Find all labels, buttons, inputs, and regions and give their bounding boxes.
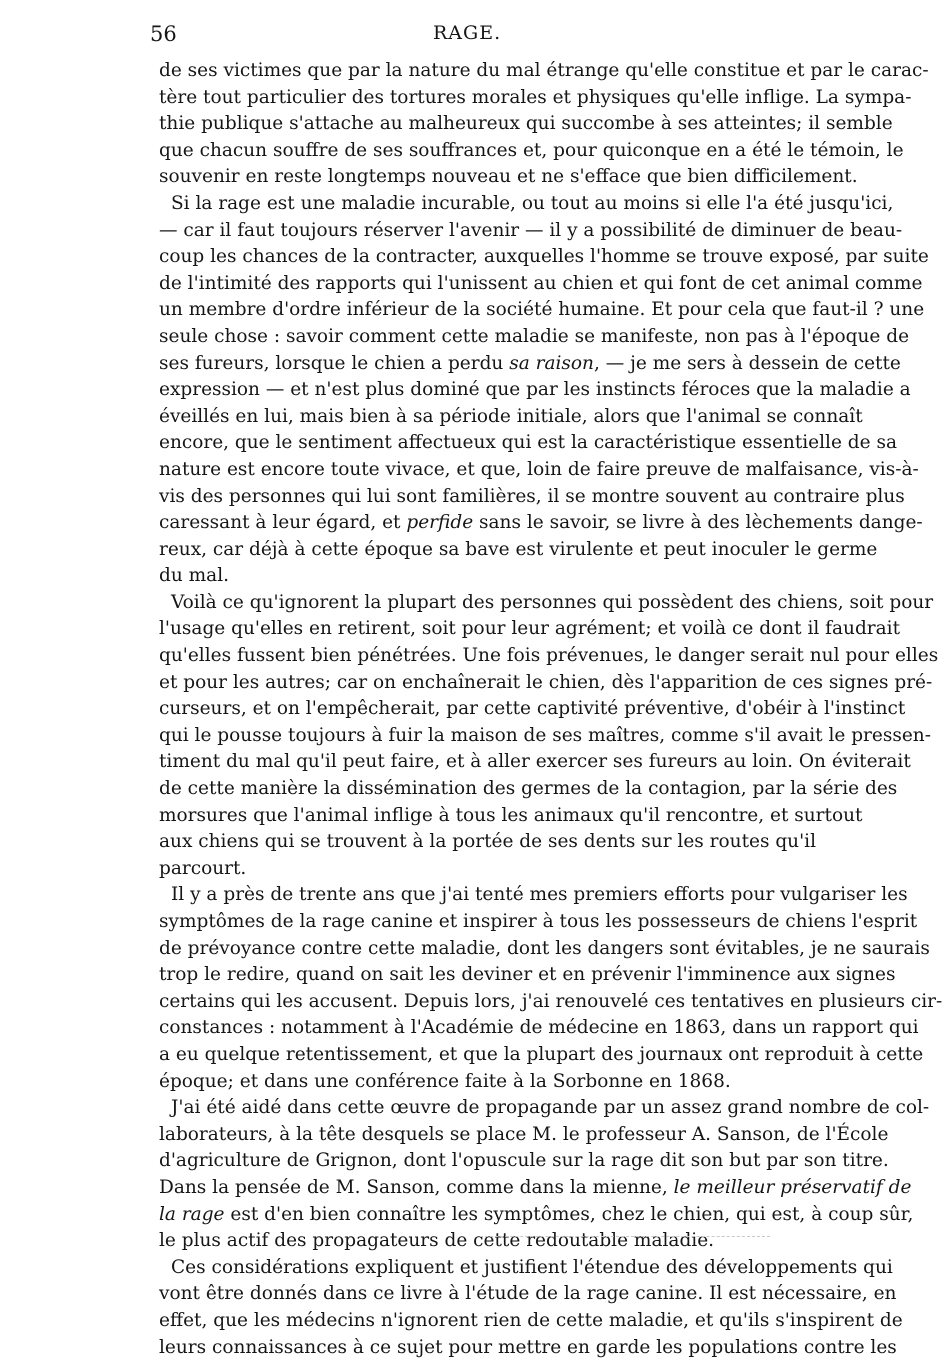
text-line: de l'intimité des rapports qui l'unissent au chien et qui font de cet animal comme [159, 271, 771, 298]
page-header [150, 22, 770, 52]
text-line: symptômes de la rage canine et inspirer à tous les possesseurs de chiens l'esprit [159, 909, 771, 936]
text-line: un membre d'ordre inférieur de la société humaine. Et pour cela que faut-il ? une [159, 297, 771, 324]
text-line: morsures que l'animal inflige à tous les animaux qu'il rencontre, et surtout [159, 803, 771, 830]
text-line: nature est encore toute vivace, et que, loin de faire preuve de malfaisance, vis-à- [159, 457, 771, 484]
paragraph [159, 590, 771, 883]
text-line: Ces considérations expliquent et justifient l'étendue des développements qui [159, 1255, 771, 1282]
text-line: expression — et n'est plus dominé que par les instincts féroces que la maladie a [159, 377, 771, 404]
text-line: constances : notamment à l'Académie de médecine en 1863, dans un rapport qui [159, 1015, 771, 1042]
text-line: J'ai été aidé dans cette œuvre de propagande par un assez grand nombre de col- [159, 1095, 771, 1122]
text-line: caressant à leur égard, et perfide sans le savoir, se livre à des lèchements dange- [159, 510, 771, 537]
text-line: époque; et dans une conférence faite à la Sorbonne en 1868. [159, 1069, 771, 1096]
text-line: timent du mal qu'il peut faire, et à aller exercer ses fureurs au loin. On éviterait [159, 749, 771, 776]
scan-artifact-line [480, 1236, 770, 1239]
text-line: vont être donnés dans ce livre à l'étude de la rage canine. Il est nécessaire, en [159, 1281, 771, 1308]
text-line: thie publique s'attache au malheureux qui succombe à ses atteintes; il semble [159, 111, 771, 138]
text-line: de cette manière la dissémination des germes de la contagion, par la série des [159, 776, 771, 803]
text-line: que chacun souffre de ses souffrances et, pour quiconque en a été le témoin, le [159, 138, 771, 165]
text-line: Dans la pensée de M. Sanson, comme dans la mienne, le meilleur préservatif de [159, 1175, 771, 1202]
text-line: ses fureurs, lorsque le chien a perdu sa raison, — je me sers à dessein de cette [159, 351, 771, 378]
text-line: et pour les autres; car on enchaînerait le chien, dès l'apparition de ces signes pré- [159, 670, 771, 697]
text-line: aux chiens qui se trouvent à la portée de ses dents sur les routes qu'il [159, 829, 771, 856]
text-line: qu'elles fussent bien pénétrées. Une fois prévenues, le danger serait nul pour elles [159, 643, 771, 670]
text-line: — car il faut toujours réserver l'avenir — il y a possibilité de diminuer de beau- [159, 218, 771, 245]
text-line: encore, que le sentiment affectueux qui est la caractéristique essentielle de sa [159, 430, 771, 457]
text-line: le plus actif des propagateurs de cette redoutable maladie. [159, 1228, 771, 1255]
text-line: d'agriculture de Grignon, dont l'opuscule sur la rage dit son but par son titre. [159, 1148, 771, 1175]
text-line: de ses victimes que par la nature du mal étrange qu'elle constitue et par le carac- [159, 58, 771, 85]
text-line: certains qui les accusent. Depuis lors, j'ai renouvelé ces tentatives en plusieurs cir- [159, 989, 771, 1016]
paragraph [159, 191, 771, 590]
text-line: curseurs, et on l'empêcherait, par cette captivité préventive, d'obéir à l'instinct [159, 696, 771, 723]
text-line: vis des personnes qui lui sont familières, il se montre souvent au contraire plus [159, 484, 771, 511]
text-line: leurs connaissances à ce sujet pour mettre en garde les populations contre les [159, 1335, 771, 1361]
text-line: la rage est d'en bien connaître les symptômes, chez le chien, qui est, à coup sûr, [159, 1202, 771, 1229]
text-line: laborateurs, à la tête desquels se place M. le professeur A. Sanson, de l'École [159, 1122, 771, 1149]
text-line: coup les chances de la contracter, auxquelles l'homme se trouve exposé, par suite [159, 244, 771, 271]
text-line: parcourt. [159, 856, 771, 883]
text-line: reux, car déjà à cette époque sa bave est virulente et peut inoculer le germe [159, 537, 771, 564]
text-line: tère tout particulier des tortures morales et physiques qu'elle inflige. La sympa- [159, 85, 771, 112]
paragraph [159, 882, 771, 1095]
text-line: de prévoyance contre cette maladie, dont les dangers sont évitables, je ne saurais [159, 936, 771, 963]
text-line: a eu quelque retentissement, et que la plupart des journaux ont reproduit à cette [159, 1042, 771, 1069]
text-line: éveillés en lui, mais bien à sa période initiale, alors que l'animal se connaît [159, 404, 771, 431]
paragraph [159, 1255, 771, 1361]
paragraph [159, 1095, 771, 1255]
text-line: Il y a près de trente ans que j'ai tenté mes premiers efforts pour vulgariser les [159, 882, 771, 909]
text-line: qui le pousse toujours à fuir la maison de ses maîtres, comme s'il avait le pressen- [159, 723, 771, 750]
text-line: du mal. [159, 563, 771, 590]
body-text [159, 58, 771, 1361]
text-line: Si la rage est une maladie incurable, ou tout au moins si elle l'a été jusqu'ici, [159, 191, 771, 218]
text-line: seule chose : savoir comment cette maladie se manifeste, non pas à l'époque de [159, 324, 771, 351]
text-line: Voilà ce qu'ignorent la plupart des personnes qui possèdent des chiens, soit pour [159, 590, 771, 617]
page-number: 56 [150, 22, 177, 46]
text-line: effet, que les médecins n'ignorent rien de cette maladie, et qu'ils s'inspirent de [159, 1308, 771, 1335]
running-head: RAGE. [433, 22, 501, 44]
text-line: trop le redire, quand on sait les deviner et en prévenir l'imminence aux signes [159, 962, 771, 989]
paragraph [159, 58, 771, 191]
text-line: l'usage qu'elles en retirent, soit pour leur agrément; et voilà ce dont il faudrait [159, 616, 771, 643]
text-line: souvenir en reste longtemps nouveau et ne s'efface que bien difficilement. [159, 164, 771, 191]
